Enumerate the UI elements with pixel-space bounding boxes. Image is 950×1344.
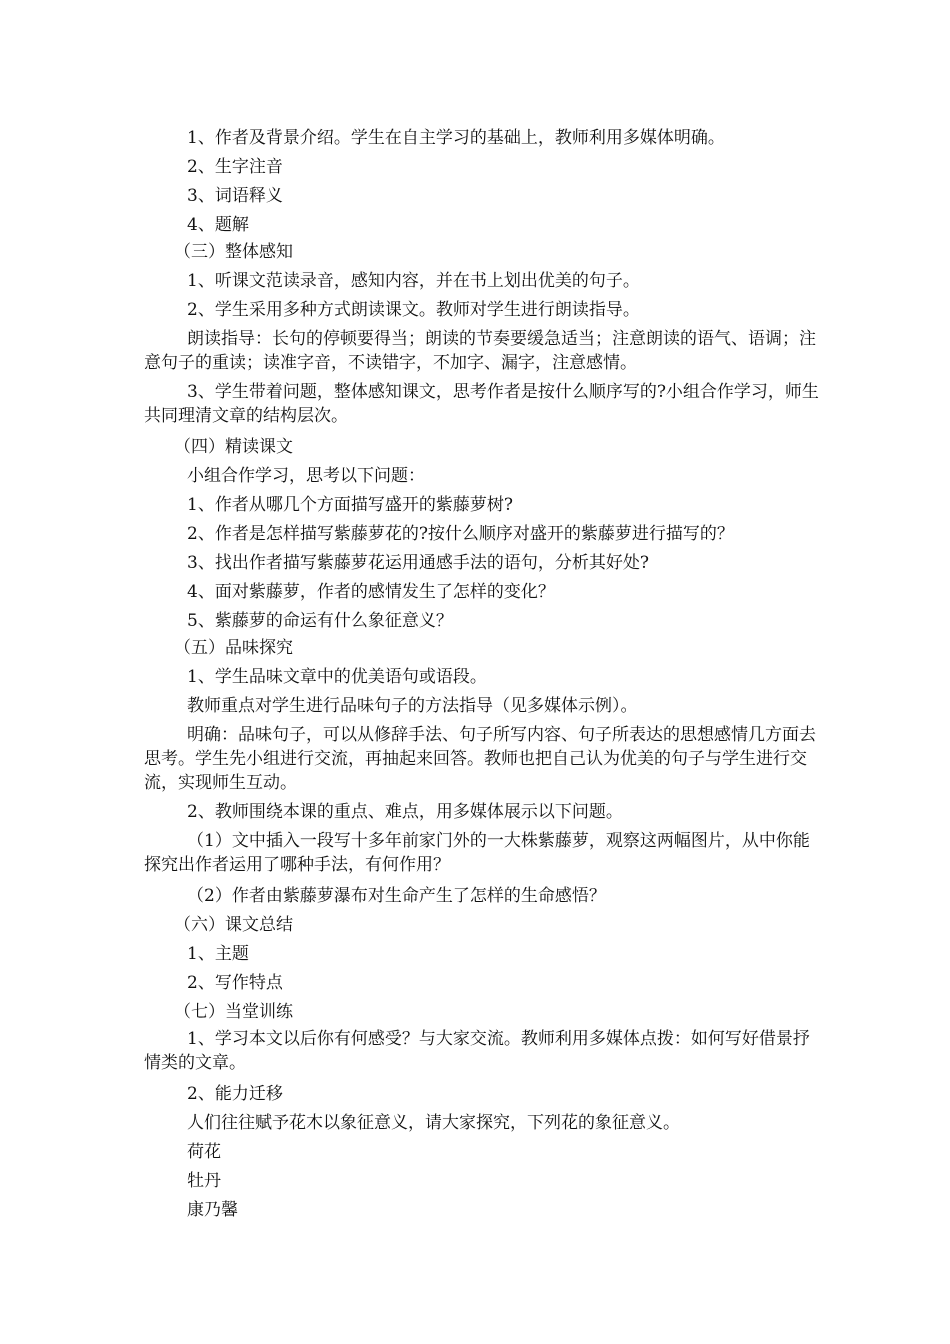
question-line: 3、找出作者描写紫藤萝花运用通感手法的语句，分析其好处? [187, 553, 649, 573]
section-heading: （五）品味探究 [174, 638, 293, 658]
text-line: 1、学生品味文章中的优美语句或语段。 [187, 667, 487, 687]
text-line: 3、词语释义 [187, 186, 283, 206]
paragraph: 明确：品味句子，可以从修辞手法、句子所写内容、句子所表达的思想感情几方面去思考。学生先小组进行交流，再抽起来回答。教师也把自己认为优美的句子与学生进行交流，实现师生互动。 [144, 725, 816, 793]
text-line: 2、学生采用多种方式朗读课文。教师对学生进行朗读指导。 [187, 300, 640, 320]
section-heading: （四）精读课文 [174, 437, 293, 457]
text-line: 2、能力迁移 [187, 1084, 283, 1104]
paragraph: 3、学生带着问题，整体感知课文，思考作者是按什么顺序写的?小组合作学习，师生共同理清文章的结构层次。 [144, 382, 819, 426]
list-item: 荷花 [187, 1142, 221, 1162]
text-line: 4、题解 [187, 215, 249, 235]
list-item: 康乃馨 [187, 1200, 238, 1220]
question-line: 2、作者是怎样描写紫藤萝花的?按什么顺序对盛开的紫藤萝进行描写的？ [187, 524, 734, 544]
question-line: 1、作者从哪几个方面描写盛开的紫藤萝树? [187, 495, 513, 515]
text-line: （2）作者由紫藤萝瀑布对生命产生了怎样的生命感悟？ [187, 886, 606, 906]
section-heading: （七）当堂训练 [174, 1002, 293, 1022]
text-line: 1、听课文范读录音，感知内容，并在书上划出优美的句子。 [187, 271, 640, 291]
text-line: 教师重点对学生进行品味句子的方法指导（见多媒体示例）。 [187, 696, 638, 716]
list-item: 牡丹 [187, 1171, 221, 1191]
text-line: 2、教师围绕本课的重点、难点，用多媒体展示以下问题。 [187, 802, 623, 822]
question-line: 5、紫藤萝的命运有什么象征意义？ [187, 611, 453, 631]
document-body [144, 124, 824, 1225]
section-heading: （六）课文总结 [174, 915, 293, 935]
paragraph: （1）文中插入一段写十多年前家门外的一大株紫藤萝，观察这两幅图片，从中你能探究出作者运用了哪种手法，有何作用？ [144, 831, 810, 875]
section-heading: （三）整体感知 [174, 242, 293, 262]
text-line: 小组合作学习，思考以下问题： [187, 466, 425, 486]
text-line: 2、生字注音 [187, 157, 283, 177]
text-line: 人们往往赋予花木以象征意义，请大家探究，下列花的象征意义。 [187, 1113, 680, 1133]
paragraph: 1、学习本文以后你有何感受？与大家交流。教师利用多媒体点拨：如何写好借景抒情类的文章。 [144, 1029, 810, 1073]
text-line: 1、作者及背景介绍。学生在自主学习的基础上，教师利用多媒体明确。 [187, 128, 725, 148]
text-line: 2、写作特点 [187, 973, 283, 993]
paragraph: 朗读指导：长句的停顿要得当；朗读的节奏要缓急适当；注意朗读的语气、语调；注意句子的重读；读准字音，不读错字，不加字、漏字，注意感情。 [144, 329, 816, 373]
text-line: 1、主题 [187, 944, 249, 964]
question-line: 4、面对紫藤萝，作者的感情发生了怎样的变化？ [187, 582, 555, 602]
